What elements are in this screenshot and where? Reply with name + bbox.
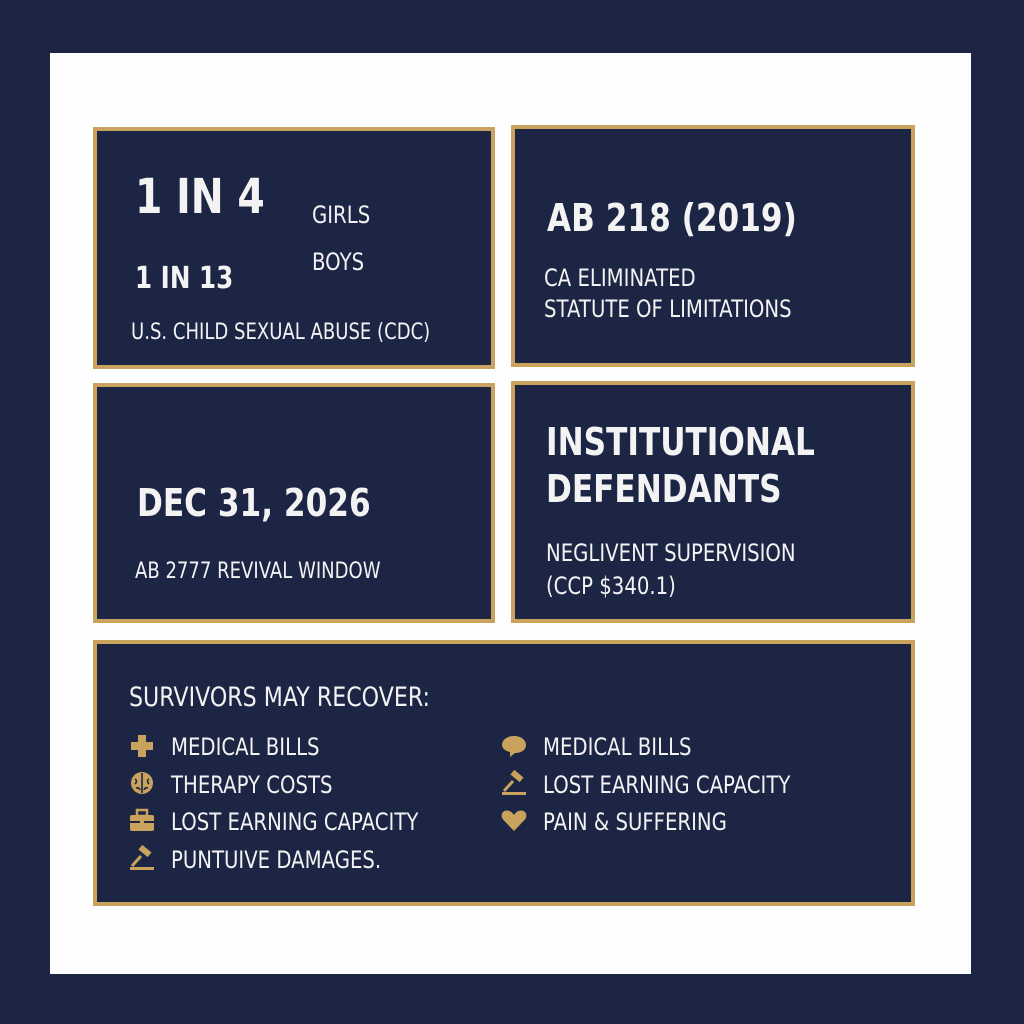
recovery-item-label: PUNTUIVE DAMAGES. xyxy=(171,846,382,874)
medical-cross-icon xyxy=(128,732,156,760)
law-card xyxy=(511,125,915,367)
gavel-icon xyxy=(500,769,528,797)
recovery-card xyxy=(93,640,915,906)
defendants-caption-line1: NEGLIVENT SUPERVISION xyxy=(546,539,796,567)
stat-boys-ratio: 1 IN 13 xyxy=(135,261,234,296)
law-caption-line1: CA ELIMINATED xyxy=(544,264,696,292)
law-title: AB 218 (2019) xyxy=(547,196,797,240)
speech-bubble-icon xyxy=(500,732,528,760)
infographic-frame xyxy=(50,53,971,974)
recovery-item-label: MEDICAL BILLS xyxy=(543,733,692,761)
stat-girls-label: GIRLS xyxy=(312,201,371,229)
defendants-caption-line2: (CCP $340.1) xyxy=(546,572,676,600)
defendants-title-line2: DEFENDANTS xyxy=(546,467,782,511)
briefcase-icon xyxy=(128,806,156,834)
recovery-item-label: LOST EARNING CAPACITY xyxy=(543,771,791,799)
stat-boys-label: BOYS xyxy=(312,248,365,276)
defendants-title-line1: INSTITUTIONAL xyxy=(546,420,815,464)
recovery-heading: SURVIVORS MAY RECOVER: xyxy=(129,682,431,713)
recovery-item-label: THERAPY COSTS xyxy=(171,771,333,799)
deadline-title: DEC 31, 2026 xyxy=(137,481,371,525)
stat-girls-ratio: 1 IN 4 xyxy=(135,169,265,225)
deadline-card xyxy=(93,383,495,623)
defendants-card xyxy=(511,381,915,623)
recovery-item-label: PAIN & SUFFERING xyxy=(543,808,727,836)
heart-icon xyxy=(500,806,528,834)
law-caption-line2: STATUTE OF LIMITATIONS xyxy=(544,295,792,323)
stat-card xyxy=(93,127,495,369)
deadline-caption: AB 2777 REVIVAL WINDOW xyxy=(135,559,381,584)
recovery-item-label: LOST EARNING CAPACITY xyxy=(171,808,419,836)
stat-caption: U.S. CHILD SEXUAL ABUSE (CDC) xyxy=(131,320,431,345)
recovery-item-label: MEDICAL BILLS xyxy=(171,733,320,761)
gavel-icon xyxy=(128,844,156,872)
brain-icon xyxy=(128,769,156,797)
